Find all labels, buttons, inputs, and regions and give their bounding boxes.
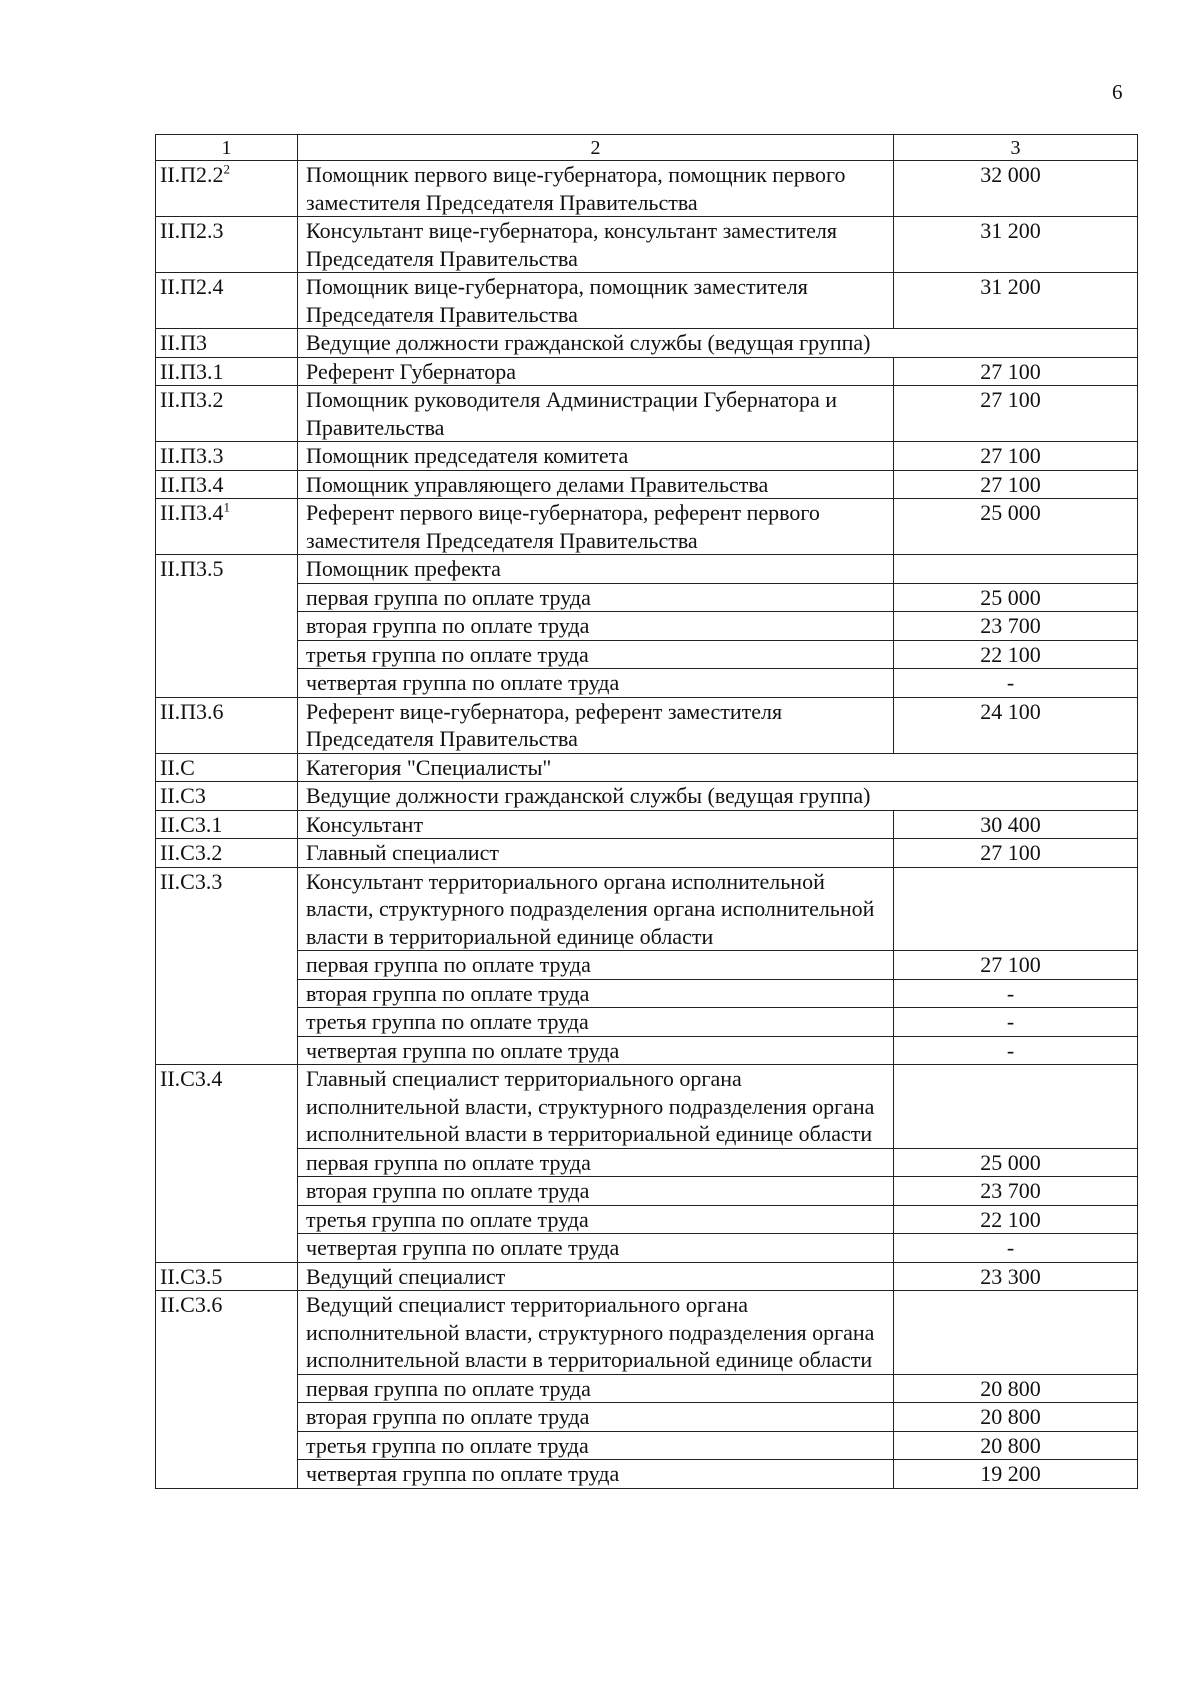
row-value: 32 000: [894, 161, 1138, 217]
table-row: [156, 1291, 1138, 1375]
pay-group-value: 22 100: [894, 1205, 1138, 1234]
table-row: [156, 273, 1138, 329]
row-position-name: Помощник председателя комитета: [298, 442, 894, 471]
row-position-name: Помощник вице-губернатора, помощник заместителя Председателя Правительства: [298, 273, 894, 329]
pay-group-name: первая группа по оплате труда: [298, 583, 894, 612]
table-section-row: [156, 753, 1138, 782]
pay-group-value: 19 200: [894, 1460, 1138, 1489]
row-position-name: Референт вице-губернатора, референт заместителя Председателя Правительства: [298, 697, 894, 753]
row-position-name: Референт Губернатора: [298, 357, 894, 386]
pay-group-name: первая группа по оплате труда: [298, 951, 894, 980]
row-code-text: II.П3.5: [160, 556, 224, 581]
row-code-text: II.П2.4: [160, 274, 224, 299]
row-position-name: Консультант территориального органа исполнительной власти, структурного подразделения органа исполнительной власти в территориальной единице области: [298, 867, 894, 951]
table-row: [156, 1262, 1138, 1291]
section-title: Ведущие должности гражданской службы (ведущая группа): [298, 782, 1138, 811]
pay-group-value: -: [894, 669, 1138, 698]
row-code: [156, 386, 298, 442]
row-code: [156, 1291, 298, 1489]
pay-group-value: -: [894, 1008, 1138, 1037]
page-number: 6: [1112, 80, 1123, 104]
row-code: [156, 867, 298, 1065]
table-row: [156, 499, 1138, 555]
pay-group-name: четвертая группа по оплате труда: [298, 1036, 894, 1065]
row-position-name: Консультант вице-губернатора, консультант заместителя Председателя Правительства: [298, 217, 894, 273]
row-code-text: II.П3: [160, 330, 208, 355]
table-row: [156, 697, 1138, 753]
row-position-name: Главный специалист: [298, 839, 894, 868]
table-row: [156, 555, 1138, 584]
table-subrow: [156, 1008, 1138, 1037]
row-code-text: II.П2.3: [160, 218, 224, 243]
pay-group-name: первая группа по оплате труда: [298, 1148, 894, 1177]
row-code-text: II.С3: [160, 783, 206, 808]
row-code-text: II.П3.4: [160, 471, 224, 497]
row-code: [156, 357, 298, 386]
row-value: 27 100: [894, 442, 1138, 471]
pay-group-value: 20 800: [894, 1431, 1138, 1460]
pay-group-value: -: [894, 1036, 1138, 1065]
pay-group-name: третья группа по оплате труда: [298, 1205, 894, 1234]
row-value: 23 300: [894, 1262, 1138, 1291]
table-subrow: [156, 1234, 1138, 1263]
pay-group-name: вторая группа по оплате труда: [298, 612, 894, 641]
row-position-name: Ведущий специалист: [298, 1262, 894, 1291]
row-position-name: Референт первого вице-губернатора, референт первого заместителя Председателя Правительства: [298, 499, 894, 555]
pay-group-name: третья группа по оплате труда: [298, 1431, 894, 1460]
pay-group-value: 25 000: [894, 583, 1138, 612]
table-section-row: [156, 782, 1138, 811]
pay-group-value: 22 100: [894, 640, 1138, 669]
row-code: [156, 470, 298, 499]
row-code: [156, 839, 298, 868]
row-code-superscript: 1: [223, 499, 231, 515]
row-value-empty: [894, 867, 1138, 951]
table-row: [156, 161, 1138, 217]
table-subrow: [156, 1205, 1138, 1234]
row-code: [156, 753, 298, 782]
row-value: 27 100: [894, 839, 1138, 868]
row-position-name: Консультант: [298, 810, 894, 839]
row-position-name: Помощник первого вице-губернатора, помощник первого заместителя Председателя Правительства: [298, 161, 894, 217]
table-subrow: [156, 1148, 1138, 1177]
pay-group-value: 25 000: [894, 1148, 1138, 1177]
section-title: Категория "Специалисты": [298, 753, 1138, 782]
row-value: 25 000: [894, 499, 1138, 555]
row-code-text: II.С3.6: [160, 1292, 223, 1317]
table-subrow: [156, 1460, 1138, 1489]
row-position-name: Помощник управляющего делами Правительства: [298, 470, 894, 499]
table-subrow: [156, 583, 1138, 612]
row-position-name: Главный специалист территориального органа исполнительной власти, структурного подразделения органа исполнительной власти в территориальной единице области: [298, 1065, 894, 1149]
table-row: [156, 470, 1138, 499]
section-title: Ведущие должности гражданской службы (ведущая группа): [298, 329, 1138, 358]
row-position-name: Помощник руководителя Администрации Губернатора и Правительства: [298, 386, 894, 442]
row-value: 31 200: [894, 273, 1138, 329]
row-code: [156, 1262, 298, 1291]
row-code-text: II.П3.1: [160, 358, 224, 384]
table-subrow: [156, 1036, 1138, 1065]
pay-group-value: 27 100: [894, 951, 1138, 980]
pay-group-name: первая группа по оплате труда: [298, 1374, 894, 1403]
table-row: [156, 1065, 1138, 1149]
row-code-text: II.С3.2: [160, 840, 223, 865]
row-code-text: II.П3.4: [160, 500, 224, 525]
salary-table: [155, 134, 1138, 1489]
row-code: [156, 697, 298, 753]
pay-group-value: 20 800: [894, 1403, 1138, 1432]
row-value-empty: [894, 1065, 1138, 1149]
table-subrow: [156, 612, 1138, 641]
table-subrow: [156, 951, 1138, 980]
pay-group-name: четвертая группа по оплате труда: [298, 1460, 894, 1489]
pay-group-name: третья группа по оплате труда: [298, 1008, 894, 1037]
row-code: [156, 329, 298, 358]
table-row: [156, 867, 1138, 951]
header-col-1: 1: [156, 135, 298, 161]
table-subrow: [156, 1431, 1138, 1460]
pay-group-name: третья группа по оплате труда: [298, 640, 894, 669]
table-row: [156, 217, 1138, 273]
row-code-text: II.П2.2: [160, 162, 224, 187]
header-col-3: 3: [894, 135, 1138, 161]
table-subrow: [156, 1177, 1138, 1206]
pay-group-name: четвертая группа по оплате труда: [298, 1234, 894, 1263]
table-row: [156, 839, 1138, 868]
table-header-row: [156, 135, 1138, 161]
table-row: [156, 442, 1138, 471]
row-code-text: II.П3.6: [160, 698, 224, 724]
row-code-text: II.С: [160, 754, 195, 780]
pay-group-value: 23 700: [894, 612, 1138, 641]
row-code: [156, 782, 298, 811]
row-code: [156, 1065, 298, 1263]
row-value: 27 100: [894, 470, 1138, 499]
pay-group-value: -: [894, 1234, 1138, 1263]
row-value: 27 100: [894, 386, 1138, 442]
row-code-text: II.С3.3: [160, 868, 223, 894]
row-code-text: II.С3.4: [160, 1066, 223, 1091]
table-row: [156, 386, 1138, 442]
row-code-text: II.П3.3: [160, 443, 224, 468]
pay-group-name: четвертая группа по оплате труда: [298, 669, 894, 698]
row-code: [156, 555, 298, 698]
row-code: [156, 810, 298, 839]
row-code: [156, 217, 298, 273]
row-code: [156, 442, 298, 471]
table-subrow: [156, 979, 1138, 1008]
row-position-name: Помощник префекта: [298, 555, 894, 584]
header-col-2: 2: [298, 135, 894, 161]
row-value: 30 400: [894, 810, 1138, 839]
pay-group-value: 23 700: [894, 1177, 1138, 1206]
row-value: 24 100: [894, 697, 1138, 753]
row-code: [156, 161, 298, 217]
row-code-text: II.С3.1: [160, 811, 223, 837]
row-code: [156, 499, 298, 555]
row-code-text: II.П3.2: [160, 387, 224, 412]
table-section-row: [156, 329, 1138, 358]
table-subrow: [156, 669, 1138, 698]
pay-group-name: вторая группа по оплате труда: [298, 1403, 894, 1432]
table-subrow: [156, 1403, 1138, 1432]
table-row: [156, 810, 1138, 839]
row-code-superscript: 2: [223, 161, 231, 177]
pay-group-name: вторая группа по оплате труда: [298, 1177, 894, 1206]
table-subrow: [156, 640, 1138, 669]
pay-group-value: 20 800: [894, 1374, 1138, 1403]
row-value-empty: [894, 1291, 1138, 1375]
row-value: 31 200: [894, 217, 1138, 273]
row-value-empty: [894, 555, 1138, 584]
table-row: [156, 357, 1138, 386]
row-code-text: II.С3.5: [160, 1263, 223, 1289]
pay-group-value: -: [894, 979, 1138, 1008]
table-subrow: [156, 1374, 1138, 1403]
pay-group-name: вторая группа по оплате труда: [298, 979, 894, 1008]
row-code: [156, 273, 298, 329]
row-position-name: Ведущий специалист территориального органа исполнительной власти, структурного подразделения органа исполнительной власти в территориальной единице области: [298, 1291, 894, 1375]
row-value: 27 100: [894, 357, 1138, 386]
